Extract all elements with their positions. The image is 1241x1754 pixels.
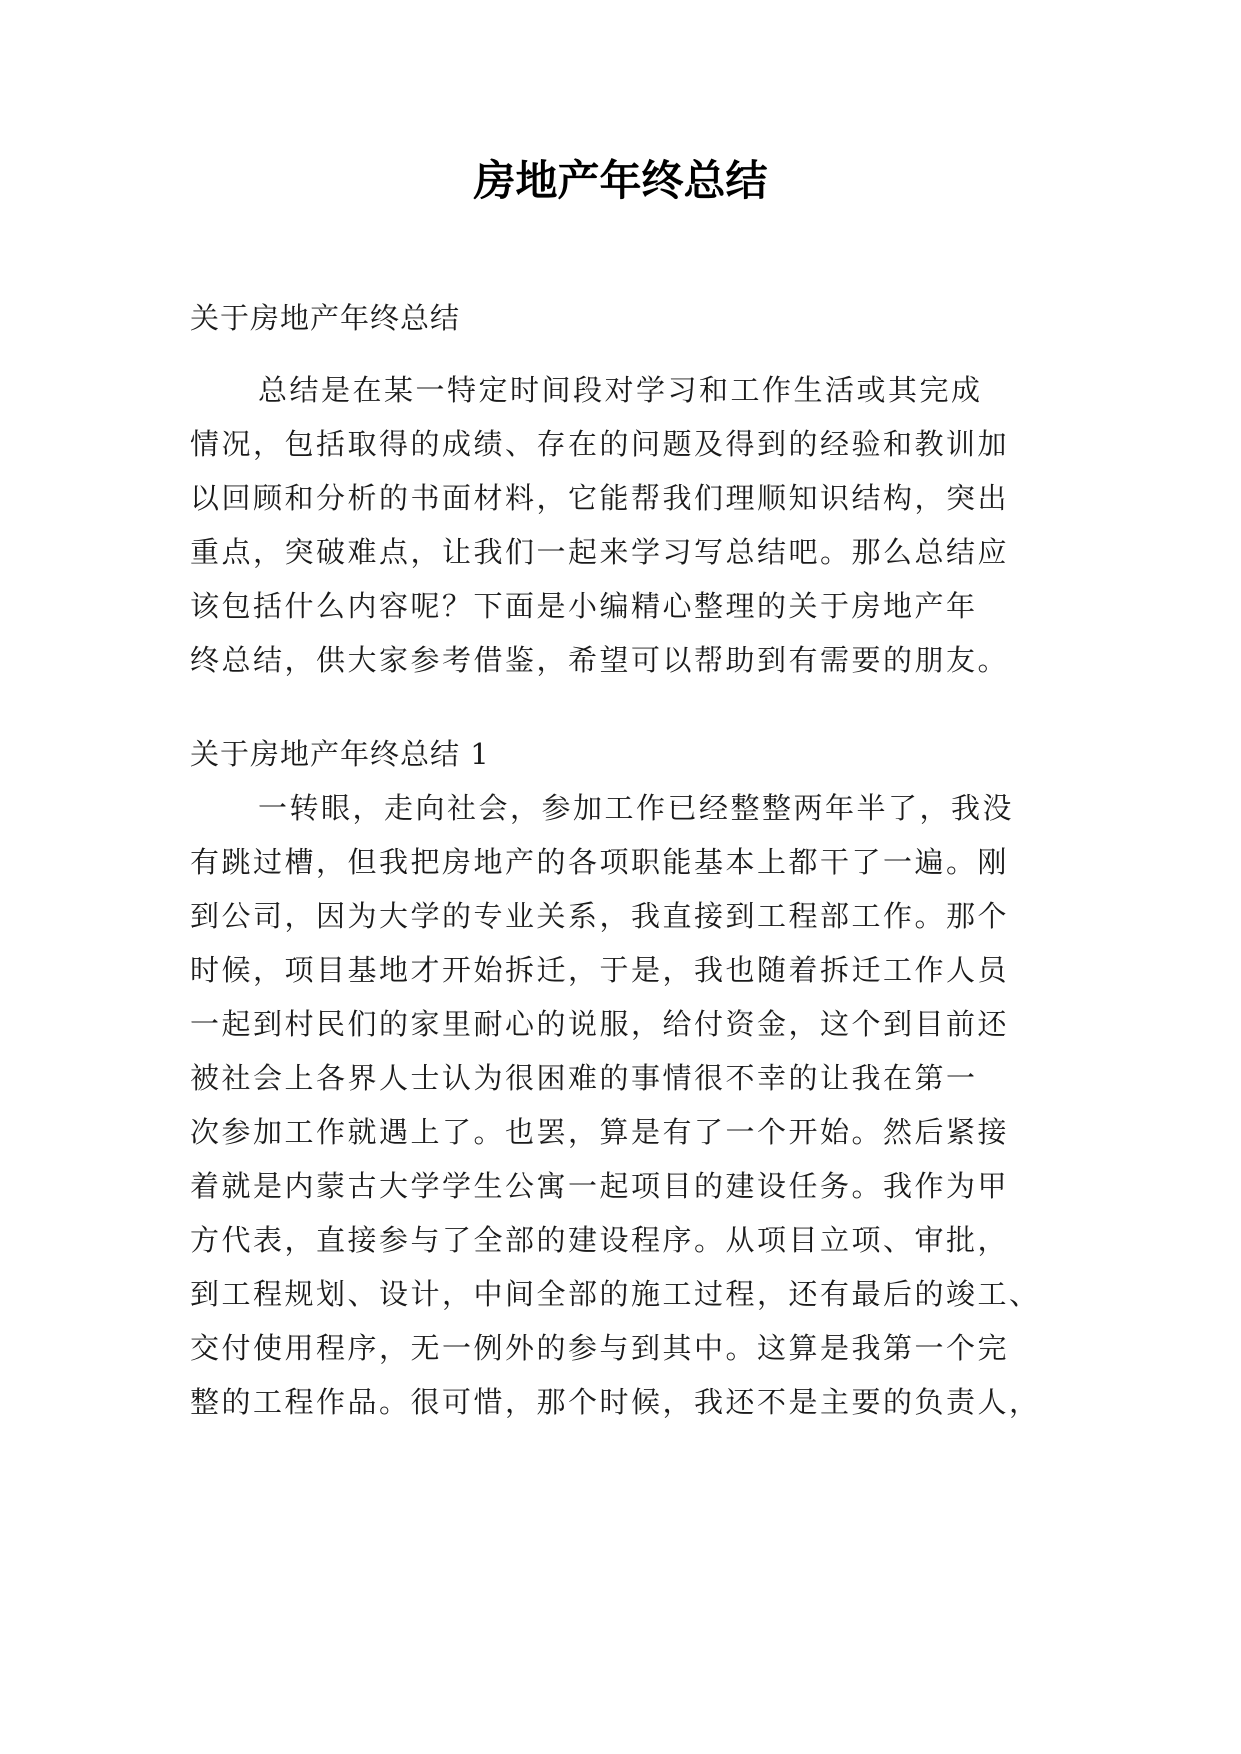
section-heading: 关于房地产年终总结 1 — [190, 737, 490, 771]
body-line: 方代表，直接参与了全部的建设程序。从项目立项、审批， — [190, 1223, 1010, 1257]
intro-line: 重点，突破难点，让我们一起来学习写总结吧。那么总结应 — [190, 535, 1010, 569]
intro-line: 该包括什么内容呢？下面是小编精心整理的关于房地产年 — [190, 589, 978, 623]
document-title: 房地产年终总结 — [473, 156, 768, 205]
body-line: 到工程规划、设计，中间全部的施工过程，还有最后的竣工、 — [190, 1277, 1041, 1311]
body-line: 次参加工作就遇上了。也罢，算是有了一个开始。然后紧接 — [190, 1115, 1010, 1149]
body-line: 整的工程作品。很可惜，那个时候，我还不是主要的负责人， — [190, 1385, 1041, 1419]
body-line: 被社会上各界人士认为很困难的事情很不幸的让我在第一 — [190, 1061, 978, 1095]
body-line: 到公司，因为大学的专业关系，我直接到工程部工作。那个 — [190, 899, 1010, 933]
body-line: 时候，项目基地才开始拆迁，于是，我也随着拆迁工作人员 — [190, 953, 1010, 987]
body-line: 一起到村民们的家里耐心的说服，给付资金，这个到目前还 — [190, 1007, 1010, 1041]
document-subtitle: 关于房地产年终总结 — [190, 301, 461, 335]
intro-line: 终总结，供大家参考借鉴，希望可以帮助到有需要的朋友。 — [190, 643, 1010, 677]
body-line: 有跳过槽，但我把房地产的各项职能基本上都干了一遍。刚 — [190, 845, 1010, 879]
intro-line: 以回顾和分析的书面材料，它能帮我们理顺知识结构，突出 — [190, 481, 1010, 515]
body-line: 着就是内蒙古大学学生公寓一起项目的建设任务。我作为甲 — [190, 1169, 1010, 1203]
body-line: 交付使用程序，无一例外的参与到其中。这算是我第一个完 — [190, 1331, 1010, 1365]
intro-line: 情况，包括取得的成绩、存在的问题及得到的经验和教训加 — [190, 427, 1010, 461]
body-line: 一转眼，走向社会，参加工作已经整整两年半了，我没 — [258, 791, 1015, 825]
intro-line: 总结是在某一特定时间段对学习和工作生活或其完成 — [258, 373, 983, 407]
